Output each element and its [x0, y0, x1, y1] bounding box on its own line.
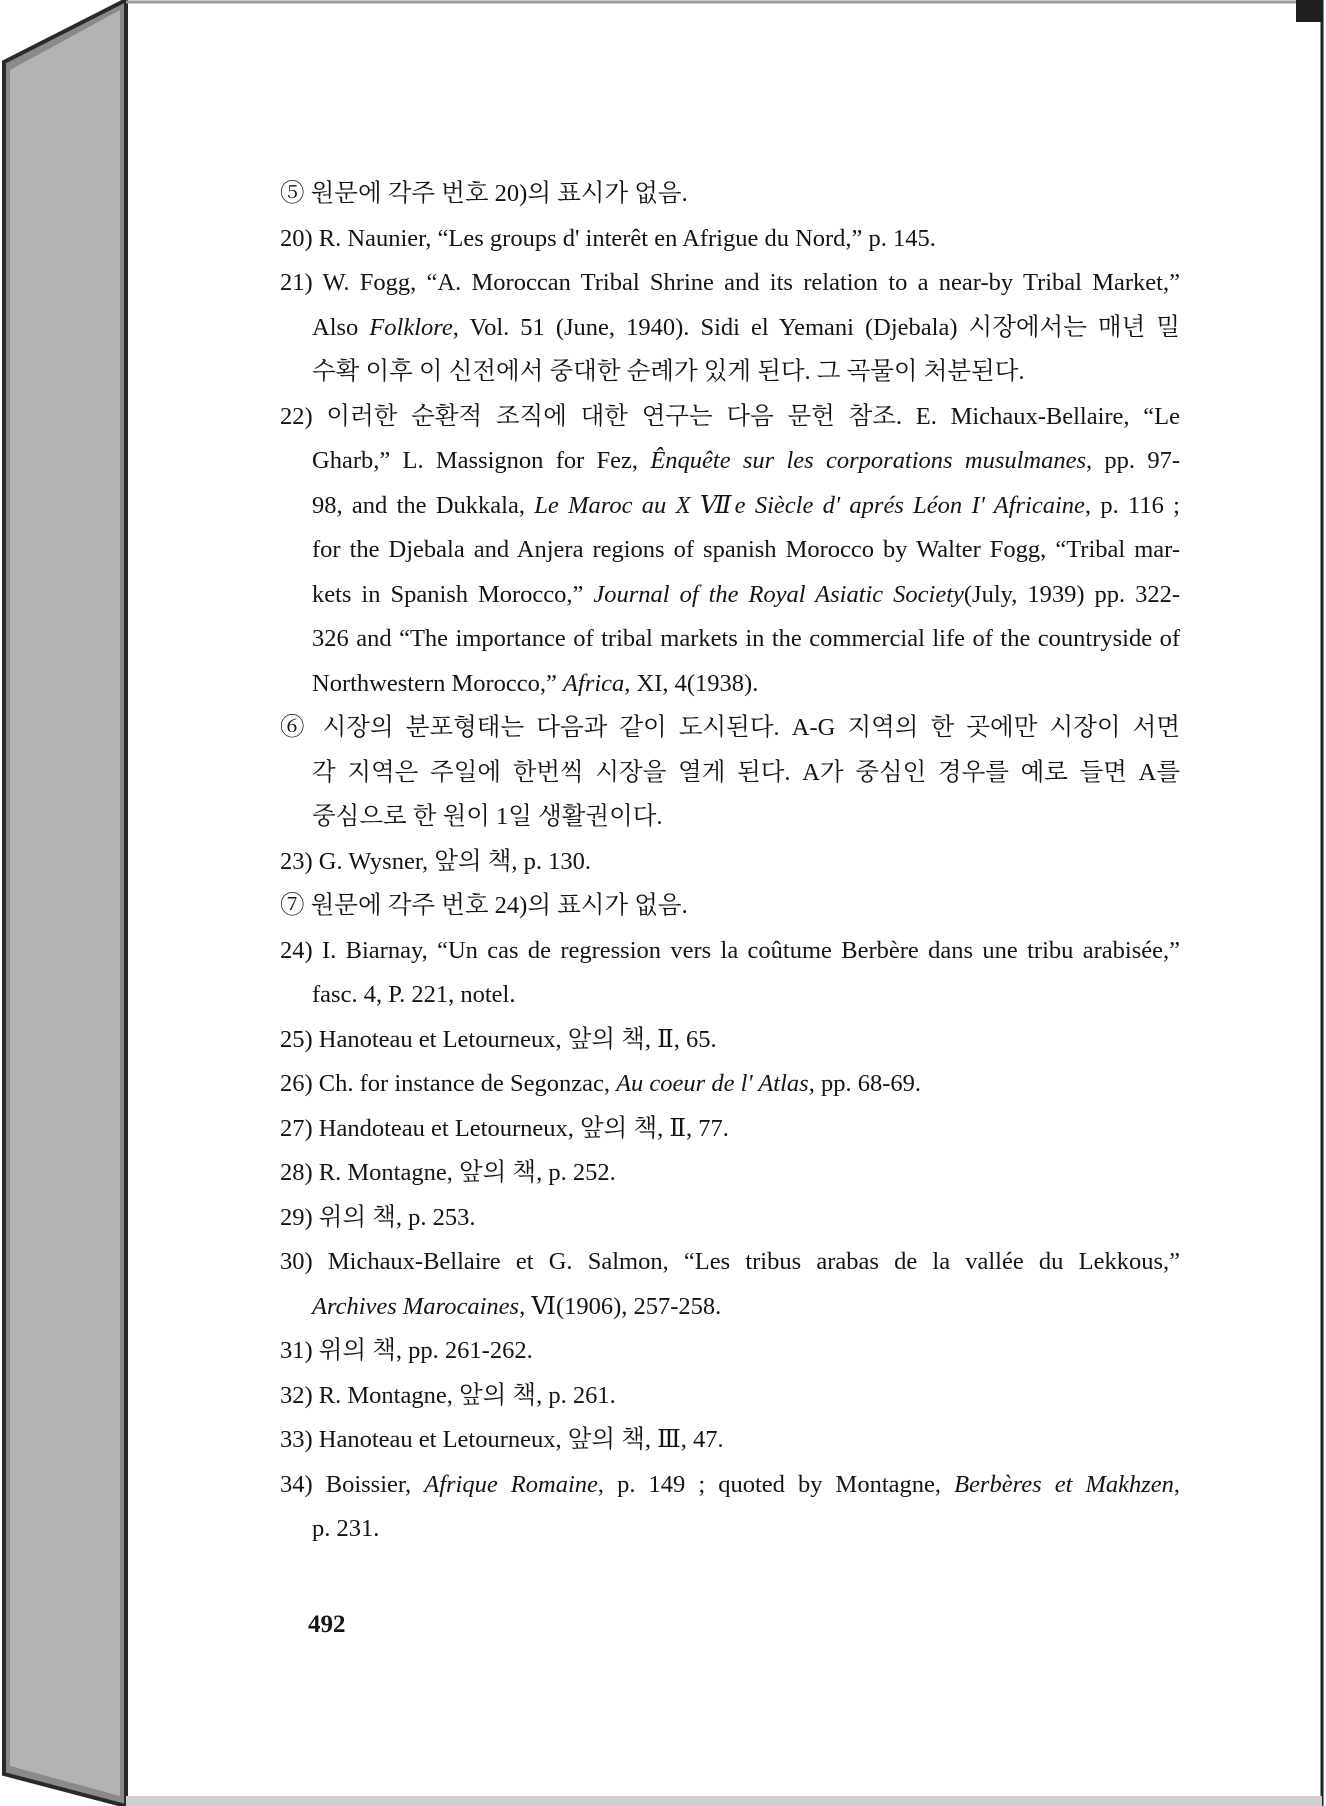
note-text: fasc. 4, P. 221, notel.: [312, 981, 516, 1008]
note-line: [280, 1196, 1180, 1241]
note-line: [280, 1329, 1180, 1374]
note-n24: [280, 929, 1180, 1018]
note-n29: [280, 1196, 1180, 1241]
note-line: [280, 973, 1180, 1018]
note-text: 98, and the Dukkala,: [312, 491, 535, 519]
note-line: [280, 261, 1180, 306]
note-text: 26) Ch. for instance de Segonzac,: [280, 1070, 617, 1097]
note-line: [280, 439, 1180, 484]
note-text: , Vol. 51 (June, 1940). Sidi el Yemani (Djebala) 시장에서는 매년 밀: [452, 313, 1180, 341]
note-n-remark7: [280, 884, 1180, 929]
note-text: 중심으로 한 원이 1일 생활권이다.: [312, 803, 663, 830]
note-text: 각 지역은 주일에 한번씩 시장을 열게 된다. A가 중심인 경우를 예로 들면 A를: [312, 758, 1180, 786]
note-text: 32) R. Montagne, 앞의 책, p. 261.: [280, 1381, 616, 1409]
footnotes: [280, 172, 1180, 1552]
note-text: 33) Hanoteau et Letourneux, 앞의 책, Ⅲ, 47.: [280, 1426, 724, 1453]
note-n28: [280, 1151, 1180, 1196]
note-text: , Ⅵ(1906), 257-258.: [519, 1292, 722, 1320]
italic-title: Le Maroc au X Ⅶe Siècle d' aprés Léon I' Africaine: [534, 491, 1085, 519]
note-text: Also: [312, 313, 370, 341]
note-line: [280, 1107, 1180, 1152]
note-text: 29) 위의 책, p. 253.: [280, 1203, 476, 1231]
note-text: ⑤ 원문에 각주 번호 20)의 표시가 없음.: [280, 180, 688, 207]
note-line: [280, 884, 1180, 929]
note-n22: [280, 395, 1180, 707]
note-line: [280, 395, 1180, 440]
italic-title: Afrique Romaine: [424, 1470, 598, 1498]
page-number: 492: [308, 1611, 346, 1638]
note-text: kets in Spanish Morocco,”: [312, 580, 594, 608]
note-text: , p. 116 ;: [1084, 491, 1180, 519]
note-line: [280, 172, 1180, 217]
note-line: [280, 1463, 1180, 1508]
note-text: , pp. 68-69.: [808, 1070, 921, 1097]
note-text: 20) R. Naunier, “Les groups d' interêt en Afrigue du Nord,” p. 145.: [280, 224, 936, 252]
note-text: 22) 이러한 순환적 조직에 대한 연구는 다음 문헌 참조. E. Michaux-Bellaire, “Le: [280, 402, 1180, 430]
note-text: 25) Hanoteau et Letourneux, 앞의 책, Ⅱ, 65.: [280, 1025, 717, 1053]
note-n25: [280, 1018, 1180, 1063]
note-n31: [280, 1329, 1180, 1374]
book-spine-shade: [10, 10, 120, 1796]
note-line: [280, 706, 1180, 751]
note-text: 24) I. Biarnay, “Un cas de regression vers la coûtume Berbère dans une tribu arabisée,”: [280, 936, 1180, 964]
italic-title: Folklore: [369, 313, 453, 341]
note-text: 28) R. Montagne, 앞의 책, p. 252.: [280, 1159, 616, 1186]
note-line: [280, 1507, 1180, 1552]
note-text: for the Djebala and Anjera regions of spanish Morocco by Walter Fogg, “Tribal mar-: [312, 536, 1180, 563]
note-line: [280, 662, 1180, 707]
note-line: [280, 528, 1180, 573]
note-n33: [280, 1418, 1180, 1463]
note-text: , XI, 4(1938).: [624, 669, 759, 697]
note-text: 31) 위의 책, pp. 261-262.: [280, 1337, 533, 1364]
note-line: [280, 306, 1180, 351]
note-text: ⑥ 시장의 분포형태는 다음과 같이 도시된다. A-G 지역의 한 곳에만 시장이 서면: [280, 714, 1180, 741]
note-line: [280, 1240, 1180, 1285]
note-n-remark5: [280, 172, 1180, 217]
note-line: [280, 840, 1180, 885]
note-line: [280, 929, 1180, 974]
note-text: 27) Handoteau et Letourneux, 앞의 책, Ⅱ, 77.: [280, 1114, 729, 1142]
note-line: [280, 1374, 1180, 1419]
note-n34: [280, 1463, 1180, 1552]
note-text: 수확 이후 이 신전에서 중대한 순례가 있게 된다. 그 곡물이 처분된다.: [312, 358, 1025, 385]
note-text: 326 and “The importance of tribal markets in the commercial life of the countryside of: [312, 625, 1180, 652]
italic-title: Berbères et Makhzen: [954, 1470, 1174, 1498]
note-line: [280, 795, 1180, 840]
note-line: [280, 1018, 1180, 1063]
note-line: [280, 617, 1180, 662]
note-text: p. 231.: [312, 1515, 380, 1542]
note-line: [280, 751, 1180, 796]
note-text: Gharb,” L. Massignon for Fez,: [312, 447, 651, 474]
note-text: 30) Michaux-Bellaire et G. Salmon, “Les tribus arabas de la vallée du Lekkous,”: [280, 1248, 1180, 1275]
note-line: [280, 217, 1180, 262]
note-text: ,: [1173, 1470, 1181, 1498]
italic-title: Au coeur de l' Atlas: [616, 1070, 809, 1097]
note-text: 34) Boissier,: [280, 1470, 425, 1498]
note-line: [280, 1418, 1180, 1463]
italic-title: Journal of the Royal Asiatic Society: [593, 580, 964, 608]
note-line: [280, 1062, 1180, 1107]
note-line: [280, 573, 1180, 618]
note-n21: [280, 261, 1180, 395]
note-text: (July, 1939) pp. 322-: [963, 580, 1180, 608]
note-n30: [280, 1240, 1180, 1329]
note-line: [280, 1151, 1180, 1196]
note-text: 21) W. Fogg, “A. Moroccan Tribal Shrine and its relation to a near-by Tribal Market,”: [280, 269, 1180, 296]
note-n-remark6: [280, 706, 1180, 840]
note-text: Northwestern Morocco,”: [312, 669, 564, 697]
note-line: [280, 350, 1180, 395]
note-line: [280, 1285, 1180, 1330]
note-n20: [280, 217, 1180, 262]
note-text: ⑦ 원문에 각주 번호 24)의 표시가 없음.: [280, 892, 688, 919]
italic-title: Ênquête sur les corporations musulmanes: [650, 447, 1087, 474]
italic-title: Archives Marocaines: [312, 1292, 520, 1320]
note-text: 23) G. Wysner, 앞의 책, p. 130.: [280, 847, 592, 875]
note-text: , p. 149 ; quoted by Montagne,: [597, 1470, 955, 1498]
note-n23: [280, 840, 1180, 885]
italic-title: Africa: [563, 669, 625, 697]
note-n26: [280, 1062, 1180, 1107]
note-text: , pp. 97-: [1086, 447, 1180, 474]
note-n32: [280, 1374, 1180, 1419]
note-n27: [280, 1107, 1180, 1152]
note-line: [280, 484, 1180, 529]
